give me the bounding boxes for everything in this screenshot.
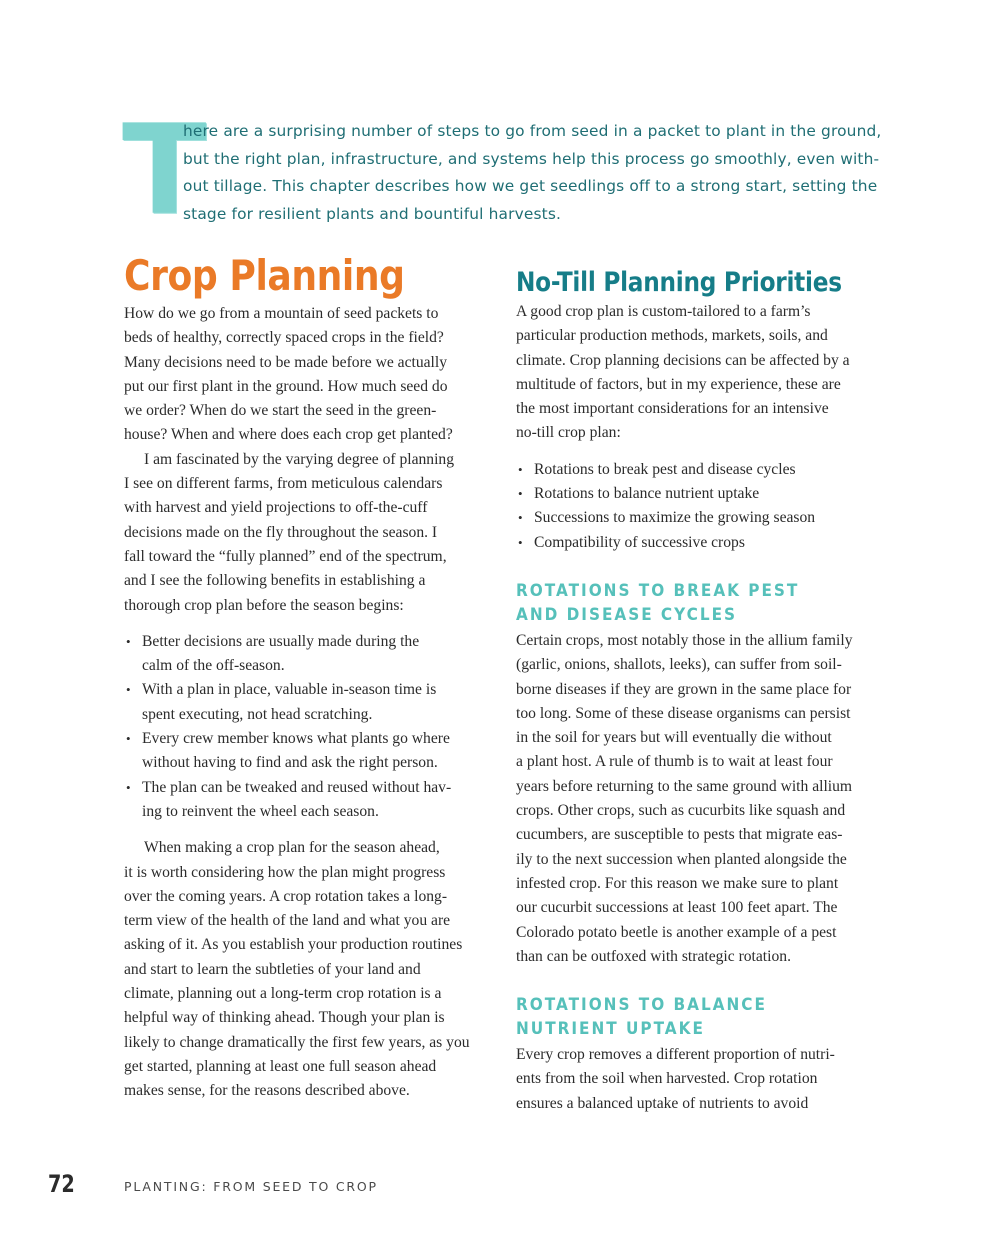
priorities-list bbox=[516, 458, 878, 555]
text-line: asking of it. As you establish your production routines bbox=[124, 936, 463, 954]
subheading-line: NUTRIENT UPTAKE bbox=[516, 1019, 705, 1040]
text-line: With a plan in place, valuable in-season time is bbox=[142, 681, 437, 699]
text-line: Every crop removes a different proportion of nutri- bbox=[516, 1046, 835, 1064]
text-line: in the soil for years but will eventually die without bbox=[516, 729, 832, 747]
text-line: crops. Other crops, such as cucurbits like squash and bbox=[516, 802, 846, 820]
text-line: a plant host. A rule of thumb is to wait at least four bbox=[516, 753, 833, 771]
running-head: PLANTING: FROM SEED TO CROP bbox=[124, 1179, 378, 1194]
benefits-list bbox=[124, 630, 488, 824]
subheading-line: ROTATIONS TO BALANCE bbox=[516, 995, 767, 1016]
text-line: we order? When do we start the seed in the green- bbox=[124, 402, 437, 420]
text-line: particular production methods, markets, soils, and bbox=[516, 327, 828, 345]
text-line: The plan can be tweaked and reused without hav- bbox=[142, 778, 452, 796]
text-line: fall toward the “fully planned” end of the spectrum, bbox=[124, 547, 447, 565]
list-item: • Every crew member knows what plants go where without having to find and ask the right person. bbox=[126, 730, 450, 772]
text-line: borne diseases if they are grown in the same place for bbox=[516, 680, 852, 698]
text-line: put our first plant in the ground. How much seed do bbox=[124, 377, 448, 395]
text-line: Certain crops, most notably those in the allium family bbox=[516, 631, 853, 649]
text-line: climate. Crop planning decisions can be affected by a bbox=[516, 351, 850, 369]
drop-cap: T bbox=[122, 99, 205, 243]
intro-paragraph bbox=[183, 118, 883, 228]
intro-line: but the right plan, infrastructure, and systems help this process go smoothly, even with- bbox=[183, 149, 880, 168]
text-line: beds of healthy, correctly spaced crops in the field? bbox=[124, 329, 444, 347]
text-line: ing to reinvent the wheel each season. bbox=[142, 802, 379, 820]
text-line: How do we go from a mountain of seed packets to bbox=[124, 305, 439, 322]
section-heading-crop-planning: Crop Planning bbox=[124, 251, 405, 300]
paragraph bbox=[516, 1043, 878, 1116]
intro-line: out tillage. This chapter describes how we get seedlings off to a strong start, setting the bbox=[183, 177, 878, 195]
text-line: over the coming years. A crop rotation takes a long- bbox=[124, 887, 448, 905]
list-item: • Better decisions are usually made during the calm of the off-season. bbox=[126, 632, 420, 675]
page-number: 72 bbox=[48, 1170, 75, 1198]
list-item: • Successions to maximize the growing season bbox=[518, 509, 816, 527]
paragraph bbox=[124, 302, 488, 448]
text-line: Successions to maximize the growing season bbox=[534, 509, 816, 527]
text-line: likely to change dramatically the first few years, as you bbox=[124, 1033, 470, 1051]
text-line: Every crew member knows what plants go where bbox=[142, 730, 450, 748]
list-item: • Rotations to balance nutrient uptake bbox=[518, 485, 760, 503]
paragraph bbox=[516, 629, 878, 969]
text-line: no-till crop plan: bbox=[516, 424, 621, 442]
text-line: Rotations to balance nutrient uptake bbox=[534, 485, 760, 503]
text-line: I am fascinated by the varying degree of planning bbox=[144, 450, 455, 468]
paragraph bbox=[124, 448, 488, 618]
text-line: Better decisions are usually made during the bbox=[142, 632, 420, 650]
text-line: house? When and where does each crop get planted? bbox=[124, 426, 453, 444]
text-line: A good crop plan is custom-tailored to a farm’s bbox=[516, 303, 811, 320]
text-line: ents from the soil when harvested. Crop rotation bbox=[516, 1070, 818, 1088]
list-item: • Compatibility of successive crops bbox=[518, 533, 745, 551]
text-line: and start to learn the subtleties of your land and bbox=[124, 960, 421, 978]
intro-line: here are a surprising number of steps to go from seed in a packet to plant in the ground, bbox=[183, 122, 882, 140]
paragraph bbox=[516, 300, 878, 446]
text-line: I see on different farms, from meticulous calendars bbox=[124, 475, 443, 493]
list-item: • The plan can be tweaked and reused without hav- ing to reinvent the wheel each season. bbox=[126, 778, 452, 820]
text-line: the most important considerations for an intensive bbox=[516, 400, 829, 418]
text-line: ily to the next succession when planted alongside the bbox=[516, 850, 847, 868]
text-line: (garlic, onions, shallots, leeks), can suffer from soil- bbox=[516, 656, 842, 674]
text-line: makes sense, for the reasons described above. bbox=[124, 1082, 410, 1100]
text-line: calm of the off-season. bbox=[142, 657, 285, 675]
subheading-pest-disease bbox=[516, 579, 878, 627]
chapter-intro bbox=[122, 99, 882, 243]
text-line: and I see the following benefits in establishing a bbox=[124, 572, 426, 590]
text-line: cucumbers, are susceptible to pests that migrate eas- bbox=[516, 826, 843, 844]
section-heading-no-till-priorities: No-Till Planning Priorities bbox=[516, 267, 842, 298]
text-line: climate, planning out a long-term crop rotation is a bbox=[124, 985, 442, 1003]
subheading-line: ROTATIONS TO BREAK PEST bbox=[516, 580, 800, 601]
text-line: than can be outfoxed with strategic rotation. bbox=[516, 947, 791, 965]
text-line: decisions made on the fly throughout the season. I bbox=[124, 523, 438, 541]
text-line: Rotations to break pest and disease cycles bbox=[534, 460, 796, 478]
paragraph bbox=[124, 836, 488, 1103]
text-line: infested crop. For this reason we make sure to plant bbox=[516, 874, 839, 892]
list-item: • Rotations to break pest and disease cycles bbox=[518, 460, 796, 478]
text-line: with harvest and yield projections to off-the-cuff bbox=[124, 499, 428, 517]
subheading-line: AND DISEASE CYCLES bbox=[516, 604, 738, 625]
text-line: Colorado potato beetle is another example of a pest bbox=[516, 923, 837, 941]
right-column bbox=[516, 266, 878, 1116]
list-item: • With a plan in place, valuable in-season time is spent executing, not head scratching. bbox=[126, 681, 437, 723]
text-line: When making a crop plan for the season ahead, bbox=[144, 839, 440, 857]
text-line: Many decisions need to be made before we actually bbox=[124, 353, 448, 371]
text-line: spent executing, not head scratching. bbox=[142, 705, 373, 723]
text-line: term view of the health of the land and what you are bbox=[124, 912, 451, 930]
subheading-nutrient-uptake bbox=[516, 993, 878, 1041]
left-column bbox=[124, 250, 488, 1104]
text-line: without having to find and ask the right person. bbox=[142, 754, 438, 772]
text-line: our cucurbit successions at least 100 feet apart. The bbox=[516, 899, 838, 917]
text-line: it is worth considering how the plan might progress bbox=[124, 863, 446, 881]
text-line: get started, planning at least one full season ahead bbox=[124, 1057, 437, 1075]
text-line: too long. Some of these disease organisms can persist bbox=[516, 704, 851, 722]
text-line: ensures a balanced uptake of nutrients to avoid bbox=[516, 1094, 809, 1112]
intro-line: stage for resilient plants and bountiful harvests. bbox=[183, 204, 562, 223]
text-line: years before returning to the same ground with allium bbox=[516, 777, 853, 795]
text-line: Compatibility of successive crops bbox=[534, 533, 745, 551]
text-line: thorough crop plan before the season begins: bbox=[124, 596, 404, 614]
text-line: multitude of factors, but in my experience, these are bbox=[516, 375, 841, 393]
text-line: helpful way of thinking ahead. Though your plan is bbox=[124, 1009, 445, 1027]
